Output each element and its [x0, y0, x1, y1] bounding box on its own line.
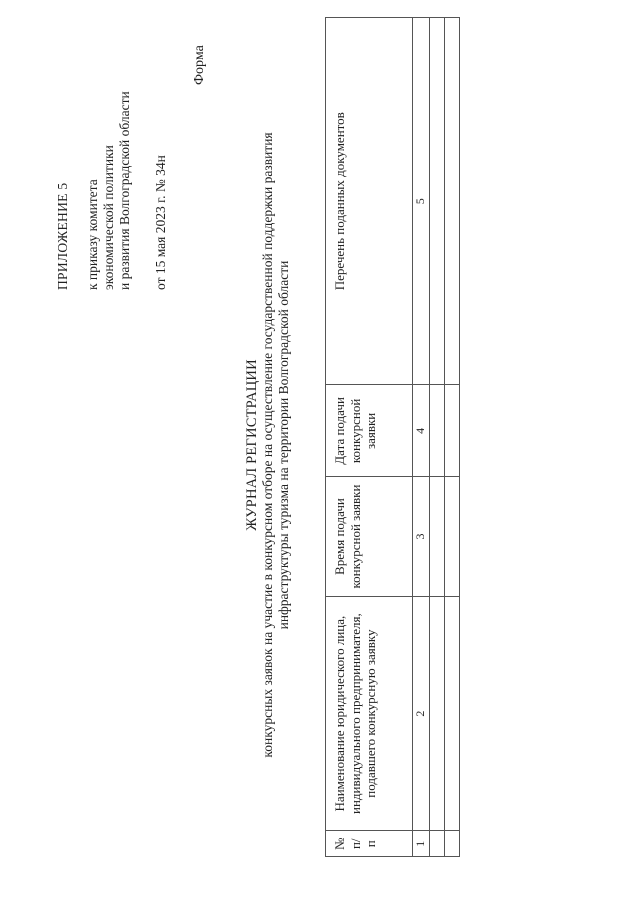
table-cell — [429, 831, 444, 857]
table-cell — [429, 596, 444, 831]
column-number: 3 — [413, 477, 430, 596]
column-header: Перечень поданных документов — [326, 18, 413, 385]
order-date: от 15 мая 2023 г. № 34н — [153, 155, 168, 290]
column-header: Наименование юридического лица, индивидуального предпринимателя, подавшего конкурсную заявку — [326, 596, 413, 831]
table-cell — [444, 385, 459, 477]
document-subtitle-line: конкурсных заявок на участие в конкурсном отборе на осуществление государственной поддержки развития — [260, 132, 275, 758]
document-subtitle-line: инфраструктуры туризма на территории Волгоградской области — [276, 260, 291, 630]
registration-table — [325, 17, 460, 857]
order-line: и развития Волгоградской области — [117, 91, 132, 290]
table-cell — [429, 477, 444, 596]
appendix-block — [55, 30, 169, 290]
column-header: № п/п — [326, 831, 413, 857]
table-cell — [444, 831, 459, 857]
table-header-row — [326, 18, 413, 857]
document-heading — [244, 25, 292, 865]
column-number: 1 — [413, 831, 430, 857]
appendix-title: ПРИЛОЖЕНИЕ 5 — [55, 182, 70, 290]
column-header: Дата подачи конкурсной заявки — [326, 385, 413, 477]
table-cell — [429, 18, 444, 385]
table-cell — [429, 385, 444, 477]
table-row — [429, 18, 444, 857]
table-cell — [444, 18, 459, 385]
column-number-row — [413, 18, 430, 857]
form-label: Форма — [192, 45, 207, 85]
table-cell — [444, 596, 459, 831]
table-cell — [444, 477, 459, 596]
order-reference — [85, 30, 133, 290]
column-number: 5 — [413, 18, 430, 385]
column-number: 2 — [413, 596, 430, 831]
order-line: экономической политики — [101, 145, 116, 290]
document-title: ЖУРНАЛ РЕГИСТРАЦИИ — [244, 359, 260, 531]
column-header: Время подачи конкурсной заявки — [326, 477, 413, 596]
order-line: к приказу комитета — [85, 179, 100, 290]
table-row — [444, 18, 459, 857]
column-number: 4 — [413, 385, 430, 477]
